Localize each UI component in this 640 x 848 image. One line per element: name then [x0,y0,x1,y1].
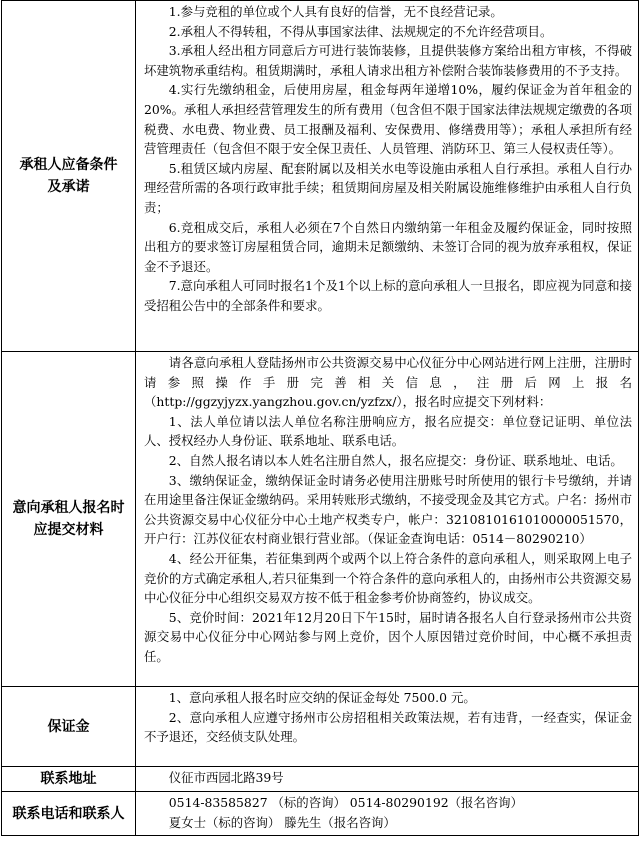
content-address [136,767,639,792]
label-line: 承租人应备条件 [19,157,118,173]
table-row-address [2,767,639,792]
label-materials [2,352,136,687]
content-deposit [136,687,639,767]
label-line: 意向承租人报名时 [12,500,125,516]
content-contact [136,792,639,836]
label-address [2,767,136,792]
contact-address: 仪征市西园北路39号 [168,770,284,785]
material-item: 1、法人单位请以法人单位名称注册响应方，报名应提交：单位登记证明、单位法人、授权经办人身份证、联系地址、联系电话。 [144,413,632,449]
material-item: 2、自然人报名请以本人姓名注册自然人，报名应提交：身份证、联系地址、电话。 [168,452,623,468]
condition-item: 1.参与竞租的单位或个人具有良好的信誉，无不良经营记录。 [168,4,503,19]
label-line: 保证金 [47,718,90,735]
label-deposit [2,687,136,767]
material-item: 5、竞价时间：2021年12月20日下午15时，届时请各报名人自行登录扬州市公共资源交易中心仪征分中心网站参与网上竞价，因个人原因错过竞价时间，中心概不承担责任。 [144,609,632,664]
condition-item: 7.意向承租人可同时报名1个及1个以上标的意向承租人一旦报名，即应视为同意和接受招租公告中的全部条件和要求。 [144,278,632,313]
condition-item: 4.实行先缴纳租金，后使用房屋，租金每两年递增10%，履约保证金为首年租金的20%。承租人承担经营管理发生的所有费用（包含但不限于国家法律法规规定缴费的各项税费、水电费、物业费、员工报酬及福利、安保费用、修缮费用等）；承租人承担所有经营管理责任（包含但不限于安全保卫责任、人员管理、消防环卫、第三人侵权责任等）。 [144,82,632,157]
label-line: 联系地址 [40,771,97,787]
info-table [1,0,639,836]
table-row-contact [2,792,639,836]
condition-item: 6.竞租成交后，承租人必须在7个自然日内缴纳第一年租金及履约保证金，同时按照出租方的要求签订房屋租赁合同，逾期未足额缴纳、未签订合同的视为放弃承租权，保证金不予退还。 [144,219,632,274]
condition-item: 2.承租人不得转租，不得从事国家法律、法规规定的不允许经营项目。 [168,23,553,39]
label-conditions [2,1,136,352]
material-item: 3、缴纳保证金，缴纳保证金时请务必使用注册账号时所使用的银行卡号缴纳，并请在用途里备注保证金缴纳码。采用转账形式缴纳，不接受现金及其它方式。户名：扬州市公共资源交易中心仪征分中心土地产权类专户，帐户：3210810161010000051570，开户行：江苏仪征农村商业银行营业部。（保证金查询电话：0514－80290210） [144,472,632,547]
content-materials [136,352,639,687]
material-item: 4、经公开征集，若征集到两个或两个以上符合条件的意向承租人，则采取网上电子竞价的方式确定承租人,若只征集到一个符合条件的意向承租人的，由扬州市公共资源交易中心仪征分中心组织交易双方按不低于租金参考价协商签约，协议成交。 [144,550,632,606]
contact-person: 夏女士（标的咨询） 滕先生（报名咨询） [168,814,396,830]
content-conditions [136,1,639,352]
table-row-materials [2,352,639,687]
label-line: 应提交材料 [33,522,104,538]
label-line: 联系电话和联系人 [12,805,125,822]
condition-item: 5.租赁区域内房屋、配套附属以及相关水电等设施由承租人自行承担。承租人自行办理经营所需的各项行政审批手续；租赁期间房屋及相关附属设施维修维护由承租人自行负责； [144,160,632,215]
material-item: 请各意向承租人登陆扬州市公共资源交易中心仪征分中心网站进行网上注册，注册时请参照操作手册完善相关信息，注册后网上报名（http://ggzyjyzx.yangzhou.gov.cn/yzfzx/），报名时应提交下列材料： [144,355,632,410]
label-contact [2,792,136,836]
table-row-conditions [2,1,639,352]
deposit-item: 1、意向承租人报名时应交纳的保证金每处 7500.0 元。 [168,690,476,705]
table-row-deposit [2,687,639,767]
deposit-item: 2、意向承租人应遵守扬州市公房招租相关政策法规，若有违背，一经查实，保证金不予退还，交经侦支队处理。 [144,709,632,745]
condition-item: 3.承租人经出租方同意后方可进行装饰装修，且提供装修方案给出租方审核，不得破坏建筑物承重结构。租赁期满时，承租人请求出租方补偿附合装饰装修费用的不予支持。 [144,43,632,78]
contact-phone: 0514-83585827 （标的咨询） 0514-80290192（报名咨询） [168,795,523,810]
label-line: 及承诺 [47,179,90,195]
